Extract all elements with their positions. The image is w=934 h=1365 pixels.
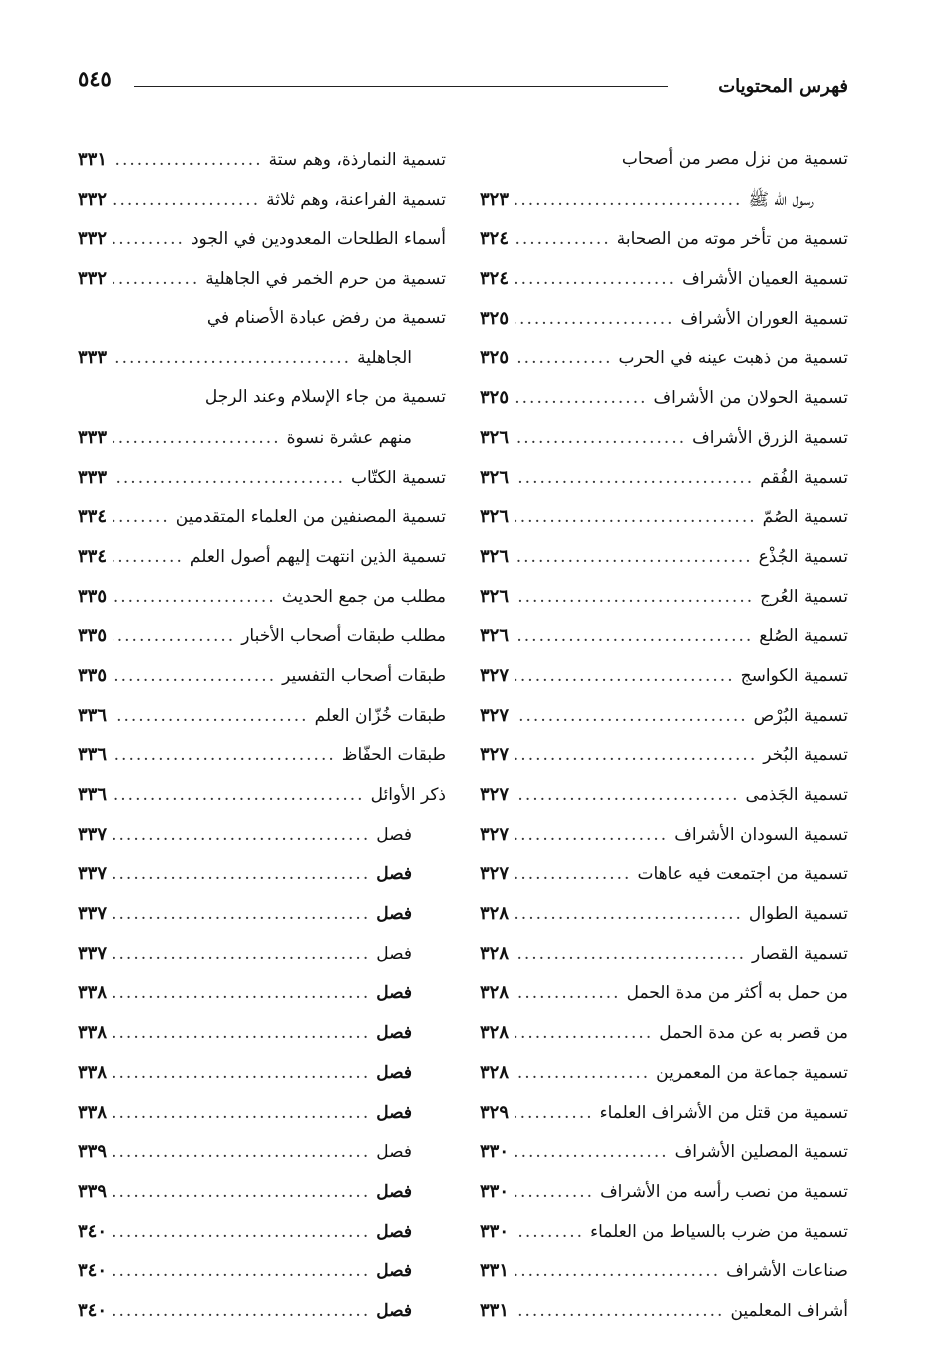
dot-leader [515,300,675,339]
dot-leader [113,339,351,378]
toc-entry-page-number: ٣٣٩ [78,1141,108,1163]
toc-entry-title: طبقات خُزّان العلم [314,705,446,726]
toc-entry [480,338,848,378]
dot-leader [113,1173,370,1212]
dot-leader [113,657,276,696]
toc-entry [480,1013,848,1053]
dot-leader [113,1094,370,1133]
toc-entry [78,656,446,696]
toc-entry-page-number: ٣٢٤ [480,268,510,290]
dot-leader [515,697,748,736]
dot-leader [113,1014,370,1053]
toc-entry-page-number: ٣٣٢ [78,188,108,210]
dot-leader [515,736,757,775]
toc-entry [78,458,446,498]
toc-entry-page-number: ٣٣٧ [78,942,108,964]
toc-entry-page-number: ٣٣٥ [78,585,108,607]
toc-entry-page-number: ٣٣٥ [78,625,108,647]
toc-entry-title: تسمية الزرق الأشراف [692,427,848,448]
toc-entry [78,577,446,617]
dot-leader [113,419,281,458]
toc-entry-page-number: ٣٣٦ [78,784,108,805]
toc-entry-page-number: ٣٢٨ [480,942,510,964]
toc-entry-title: تسمية الفراعنة، وهم ثلاثة [266,189,446,210]
toc-entry-page-number: ٣٣١ [480,1260,510,1282]
toc-entry [78,378,446,418]
toc-entry [480,418,848,458]
toc-entry-page-number: ٣٣٣ [78,347,108,369]
toc-entry-title: فصل [376,1300,412,1321]
dot-leader [515,1173,594,1212]
toc-entry-page-number: ٣٢٨ [480,982,510,1004]
dot-leader [515,538,753,577]
toc-entry [480,1172,848,1212]
toc-entry-page-number: ٣٣١ [480,1299,510,1321]
dot-leader [515,935,746,974]
toc-entry-page-number: ٣٣٥ [78,664,108,686]
toc-entry-title: فصل [376,1023,412,1044]
toc-entry-title: فصل [376,1261,412,1282]
dot-leader [113,1213,370,1252]
dot-leader [515,617,753,656]
dot-leader [113,1292,370,1331]
dot-leader [515,1213,584,1252]
toc-entry-page-number: ٣٣٦ [78,704,108,726]
toc-entry-title: فصل [376,904,412,925]
toc-entry [78,815,446,855]
toc-entry [480,1053,848,1093]
toc-entry [78,1212,446,1252]
toc-entry [480,815,848,855]
toc-entry-title: تسمية من ذهبت عينه في الحرب [618,348,848,369]
dot-leader [113,1133,370,1172]
toc-entry [78,537,446,577]
dot-leader [515,657,735,696]
toc-entry [480,378,848,418]
toc-entry-title: فصل [376,943,412,964]
toc-entry-title: ذكر الأوائل [370,785,446,805]
dot-leader [515,459,754,498]
dot-leader [515,1292,724,1331]
dot-leader [113,538,184,577]
toc-entry-title: تسمية من جاء الإسلام وعند الرجل [204,387,446,408]
toc-entry-title: منهم عشرة نسوة [286,427,412,448]
dot-leader [113,498,170,537]
toc-entry-title: فصل [376,1221,412,1242]
toc-entry-page-number: ٣٢٦ [480,625,510,647]
toc-entry-page-number: ٣٣٢ [78,228,108,250]
toc-entry [78,854,446,894]
toc-entry [480,1212,848,1252]
page-header [78,66,848,102]
dot-leader [515,339,613,378]
dot-leader [113,1252,370,1291]
dot-leader [113,895,370,934]
toc-entry-title: تسمية من قتل من الأشراف العلماء [599,1102,848,1123]
toc-entry [78,1132,446,1172]
dot-leader [515,578,754,617]
toc-entry-title: رسول الله ﷺ [748,189,814,210]
toc-entry-page-number: ٣٢٦ [480,585,510,607]
toc-entry-title: الجاهلية [357,348,412,369]
dot-leader [113,617,235,656]
dot-leader [515,260,676,299]
toc-entry [480,696,848,736]
dot-leader [113,736,336,775]
toc-entry [78,1291,446,1331]
toc-entry-title: تسمية من اجتمعت فيه عاهات [637,864,848,885]
toc-entry-title: تسمية السودان الأشراف [674,824,848,845]
toc-entry-page-number: ٣٢٦ [480,545,510,567]
toc-entry-title: تسمية من تأخر موته من الصحابة [616,229,848,250]
toc-entry [480,259,848,299]
toc-entry [480,1093,848,1133]
toc-entry-page-number: ٣٢٤ [480,228,510,250]
toc-entry-title: مطلب من جمع الحديث [281,586,446,607]
toc-entry-page-number: ٣٣٤ [78,545,108,567]
toc-entry-page-number: ٣٣٧ [78,863,108,885]
dot-leader [113,181,260,220]
toc-entry-title: تسمية المصنفين من العلماء المتقدمين [175,507,446,528]
toc-entry-page-number: ٣٣٨ [78,1022,108,1044]
dot-leader [515,1054,650,1093]
toc-entry-title: تسمية الطوال [748,904,848,925]
toc-entry [480,537,848,577]
toc-entry [78,180,446,220]
dot-leader [113,974,370,1013]
toc-entry-title: صناعات الأشراف [726,1261,848,1282]
toc-entry [480,1132,848,1172]
toc-entry-title: من حمل به أكثر من مدة الحمل [626,983,848,1004]
toc-entry-title: تسمية العميان الأشراف [682,269,848,290]
toc-entry-title: فصل [376,1181,412,1202]
toc-entry-page-number: ٣٣٠ [480,1220,510,1242]
toc-entry [480,775,848,815]
dot-leader [113,578,276,617]
toc-entry-page-number: ٣٣٤ [78,506,108,528]
toc-entry-title: تسمية المصلين الأشراف [674,1142,848,1163]
dot-leader [113,1054,370,1093]
toc-entry [78,219,446,259]
toc-entry-page-number: ٣٢٧ [480,823,510,845]
toc-entry-title: تسمية الحولان من الأشراف [653,388,848,409]
dot-leader [113,816,370,855]
toc-entry-title: فصل [376,1062,412,1083]
toc-entry-page-number: ٣٢٨ [480,1022,510,1044]
toc-entry [480,973,848,1013]
dot-leader [515,1094,594,1133]
toc-entry-page-number: ٣٢٨ [480,1061,510,1083]
toc-entry-title: تسمية الصُلع [759,626,848,647]
toc-entry-title: تسمية من حرم الخمر في الجاهلية [205,269,446,290]
toc-entry [78,1053,446,1093]
toc-entry [480,1251,848,1291]
toc-entry [78,140,446,180]
toc-entry [78,1172,446,1212]
dot-leader [515,1133,669,1172]
toc-entry-title: تسمية من نصب رأسه من الأشراف [600,1181,848,1202]
dot-leader [515,816,668,855]
toc-entry-title: تسمية الجُذْع [758,546,848,567]
toc-entry-page-number: ٣٣٧ [78,903,108,925]
toc-entry-page-number: ٣٢٦ [480,466,510,488]
dot-leader [515,419,686,458]
toc-entry-title: تسمية الذين انتهت إليهم أصول العلم [189,546,446,567]
toc-entry-page-number: ٣٣٣ [78,426,108,448]
toc-entry-page-number: ٣٣٧ [78,823,108,845]
toc-entry-title: مطلب طبقات أصحاب الأخبار [241,626,446,647]
toc-entry-page-number: ٣٢٧ [480,664,510,686]
toc-entry [78,934,446,974]
toc-entry-title: تسمية من رفض عبادة الأصنام في [206,307,446,328]
toc-entry [78,1251,446,1291]
toc-entry-page-number: ٣٣٨ [78,1101,108,1123]
dot-leader [113,141,263,180]
toc-entry [78,418,446,458]
toc-entry-page-number: ٣٤٠ [78,1299,108,1321]
header-rule [134,86,668,87]
toc-entry [480,219,848,259]
dot-leader [113,260,199,299]
toc-column-right [480,140,848,1331]
toc-entry-title: تسمية من ضرب بالسياط من العلماء [590,1221,848,1242]
toc-entry [480,1291,848,1331]
dot-leader [515,181,742,220]
toc-entry-title: أشراف المعلمين [730,1300,848,1321]
toc-entry [78,1093,446,1133]
toc-entry [78,299,446,339]
toc-entry-title: أسماء الطلحات المعدودين في الجود [190,229,446,250]
toc-entry-page-number: ٣٢٧ [480,784,510,805]
toc-entry-title: فصل [376,983,412,1004]
toc-entry-title: تسمية العُرج [760,586,848,607]
toc-entry-page-number: ٣٢٦ [480,426,510,448]
toc-entry [480,458,848,498]
toc-entry [480,140,848,180]
dot-leader [515,974,621,1013]
toc-entry [78,1013,446,1053]
toc-entry-title: فصل [376,1142,412,1163]
toc-entry-title: تسمية البُرْص [753,705,848,726]
toc-entry [78,894,446,934]
toc-entry-page-number: ٣٢٥ [480,307,510,329]
toc-entry [78,973,446,1013]
toc-entry-page-number: ٣٣٦ [78,744,108,766]
toc-entry-title: تسمية النمارذة، وهم ستة [268,150,446,170]
toc-entry-title: تسمية الصُمّ [762,507,848,528]
toc-entry [480,616,848,656]
toc-entry-title: من قصر به عن مدة الحمل [659,1023,848,1044]
toc-entry-title: تسمية من نزل مصر من أصحاب [621,149,848,169]
toc-entry-title: طبقات أصحاب التفسير [282,665,446,686]
toc-entry-title: تسمية القصار [751,943,848,964]
toc-entry-page-number: ٣٢٣ [480,188,510,210]
toc-entry [480,854,848,894]
toc-entry [78,338,446,378]
toc-entry-title: فصل [376,824,412,845]
toc-entry [480,497,848,537]
toc-entry-title: تسمية الكواسج [740,665,848,686]
toc-entry [480,656,848,696]
toc-entry-title: طبقات الحفّاظ [341,745,446,766]
dot-leader [113,220,185,259]
page-number: ٥٤٥ [78,66,112,91]
dot-leader [113,776,365,815]
toc-entry-page-number: ٣٣٣ [78,466,108,488]
dot-leader [113,855,370,894]
toc-entry-title: تسمية الجَذمى [745,785,848,805]
toc-entry-title: فصل [376,1102,412,1123]
toc-entry [480,894,848,934]
toc-entry [78,775,446,815]
toc-entry-page-number: ٣٢٧ [480,744,510,766]
toc-entry-title: تسمية البُخر [763,745,848,766]
toc-entry-page-number: ٣٢٩ [480,1101,510,1123]
toc-entry-page-number: ٣٣١ [78,149,108,170]
toc-entry-title: فصل [376,864,412,885]
toc-entry [78,259,446,299]
dot-leader [515,776,740,815]
dot-leader [515,1014,653,1053]
dot-leader [515,895,743,934]
toc-entry-page-number: ٣٢٨ [480,903,510,925]
toc-entry-page-number: ٣٣٠ [480,1180,510,1202]
toc-entry-page-number: ٣٢٥ [480,387,510,409]
toc-entry-page-number: ٣٢٥ [480,347,510,369]
toc-entry [78,735,446,775]
toc-entry [78,616,446,656]
toc-entry-page-number: ٣٣٩ [78,1180,108,1202]
toc-entry-page-number: ٣٢٦ [480,506,510,528]
toc-entry-page-number: ٣٣٨ [78,982,108,1004]
toc-entry-page-number: ٣٣٢ [78,268,108,290]
toc-entry-page-number: ٣٢٧ [480,704,510,726]
dot-leader [515,379,648,418]
dot-leader [515,1252,720,1291]
toc-entry-page-number: ٣٤٠ [78,1260,108,1282]
toc-entry [78,497,446,537]
dot-leader [113,935,370,974]
toc-entry [480,735,848,775]
toc-entry-page-number: ٣٣٨ [78,1061,108,1083]
page-title: فهرس المحتويات [718,76,848,97]
toc-entry-page-number: ٣٢٧ [480,863,510,885]
toc-entry-title: تسمية الكتّاب [351,467,446,488]
toc-entry-title: تسمية العوران الأشراف [680,308,848,329]
dot-leader [515,220,611,259]
toc-entry [78,696,446,736]
toc-entry [480,577,848,617]
toc-entry-page-number: ٣٤٠ [78,1220,108,1242]
toc-entry-title: تسمية جماعة من المعمرين [656,1062,848,1083]
toc-entry [480,299,848,339]
dot-leader [515,855,631,894]
toc-entry-page-number: ٣٣٠ [480,1141,510,1163]
toc-entry [480,180,848,220]
toc-entry [480,934,848,974]
dot-leader [515,498,757,537]
dot-leader [113,459,345,498]
dot-leader [113,697,309,736]
toc-column-left [78,140,446,1331]
toc-entry-title: تسمية الفُقم [760,467,848,488]
